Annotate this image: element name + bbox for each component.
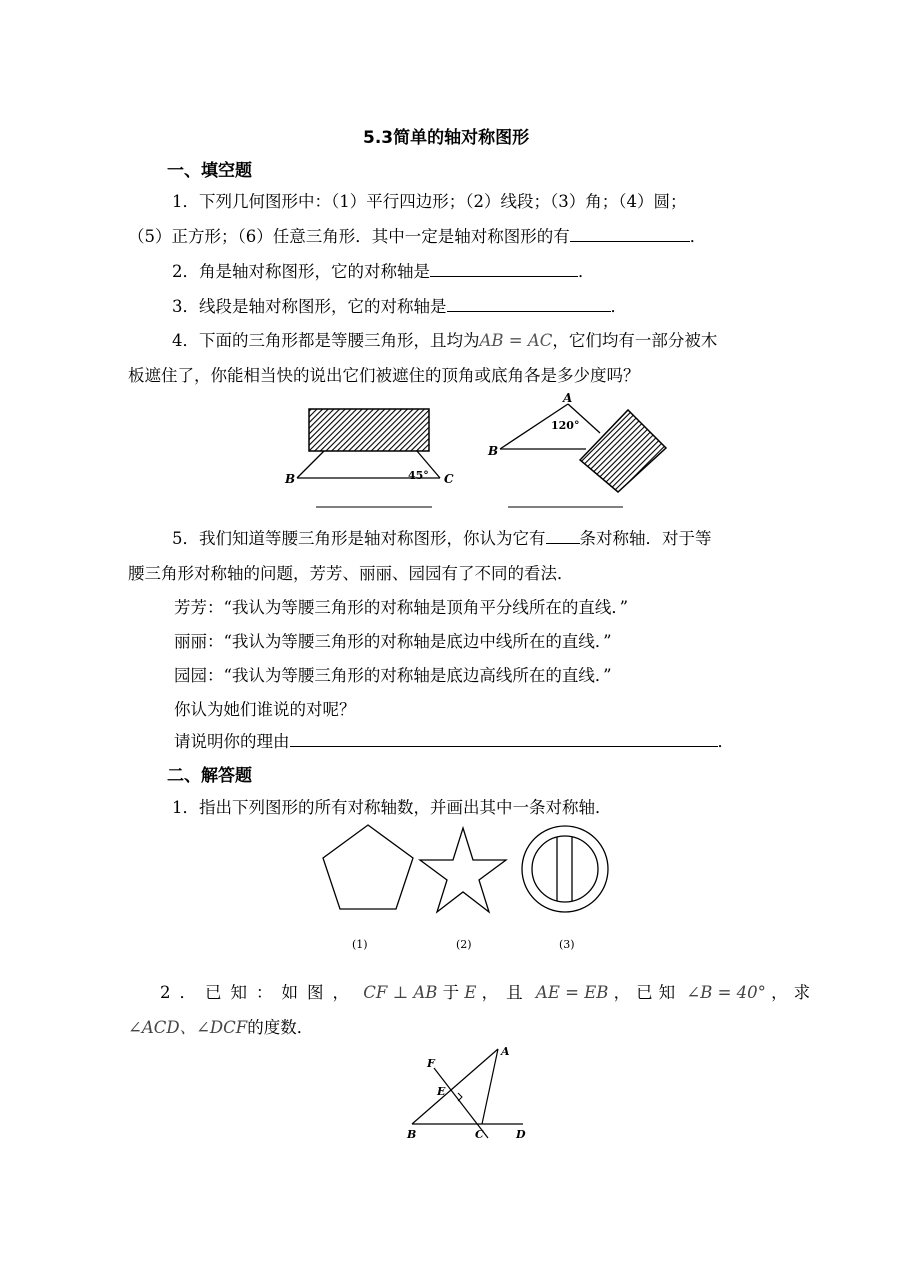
q2-end: ． [578, 262, 595, 281]
diagram-label-a: A [501, 1045, 510, 1058]
s2-q2-line2 [128, 1014, 313, 1038]
triangle-figure-1 [284, 409, 454, 507]
caption-2: (2) [456, 938, 472, 951]
s2-q2-line2-math: ∠ACD、∠DCF [128, 1018, 248, 1037]
caption-3: (3) [559, 938, 575, 951]
q5-text-a: 5．我们知道等腰三角形是轴对称图形，你认为它有 [172, 529, 546, 548]
section-heading-fill-blank: 一、填空题 [167, 161, 252, 181]
star-shape [420, 828, 506, 912]
s2-q2-lead: 2．已知：如图， [160, 983, 358, 1002]
q4-text-b: ，它们均有一部分被木 [552, 331, 718, 350]
q5-line1 [172, 525, 712, 549]
pentagon-shape [323, 825, 413, 909]
s2-q2-t2: ，且 [481, 983, 531, 1002]
q3-end: ． [610, 297, 627, 316]
q2-text: 2．角是轴对称图形，它的对称轴是 [172, 262, 430, 281]
fig1-label-c: C [444, 472, 454, 486]
caption-1: (1) [352, 938, 368, 951]
s2-q1-text: 1．指出下列图形的所有对称轴数，并画出其中一条对称轴． [172, 798, 612, 817]
q5-answer-blank[interactable] [546, 527, 580, 544]
q1-line1: 1．下列几何图形中：（1）平行四边形；（2）线段；（3）角；（4）圆； [172, 192, 687, 211]
board-rect-2 [580, 410, 666, 492]
fig2-angle: 120° [551, 419, 580, 432]
page-title: 5.3简单的轴对称图形 [363, 128, 530, 148]
q4-math: AB = AC [479, 331, 553, 350]
s2-q2-t3: ，已知 [613, 983, 682, 1002]
q1-end: ． [689, 227, 707, 246]
board-rect-1 [309, 409, 429, 451]
q1-answer-blank[interactable] [570, 225, 690, 242]
s2-q2-line2-text: 的度数． [247, 1018, 314, 1037]
q5-reason-blank[interactable] [290, 730, 718, 747]
diagram-label-d: D [516, 1128, 526, 1141]
q3-text: 3．线段是轴对称图形，它的对称轴是 [172, 297, 447, 316]
q4-line2: 板遮住了，你能相当快的说出它们被遮住的顶角或底角各是多少度吗？ [128, 366, 640, 385]
q5-reason-text: 请说明你的理由 [174, 732, 290, 751]
q1-text: （5）正方形；（6）任意三角形．其中一定是轴对称图形的有 [128, 227, 570, 246]
q4-line1 [172, 327, 717, 351]
fig2-label-b: B [488, 444, 499, 458]
s2-q2-t1: 于 [442, 983, 460, 1002]
q2-answer-blank[interactable] [430, 260, 578, 277]
q5-lili: 丽丽：“我认为等腰三角形的对称轴是底边中线所在的直线．” [174, 632, 612, 651]
s2-q2-t4: ，求 [771, 983, 817, 1002]
q5-text-b: 条对称轴．对于等 [579, 529, 712, 548]
q2-line [172, 258, 595, 282]
section-heading-answer: 二、解答题 [167, 766, 252, 786]
diagram-label-b: B [407, 1128, 417, 1141]
q1-line2 [128, 223, 706, 247]
s2-q2-math2: E [464, 983, 477, 1002]
q4-text-a: 4．下面的三角形都是等腰三角形，且均为 [172, 331, 480, 350]
q5-end: ． [717, 732, 734, 751]
q4-figures [280, 391, 670, 515]
q3-answer-blank[interactable] [447, 295, 611, 312]
diagram-label-c: C [475, 1128, 484, 1141]
fig2-label-a: A [563, 391, 573, 405]
s2-q2-line1 [160, 979, 816, 1003]
diagram-label-f: F [427, 1057, 435, 1070]
circle-shape [522, 826, 608, 912]
q5-fangfang: 芳芳：“我认为等腰三角形的对称轴是顶角平分线所在的直线．” [174, 598, 629, 617]
fig1-label-b: B [285, 472, 296, 486]
q5-line2: 腰三角形对称轴的问题，芳芳、丽丽、园园有了不同的看法． [128, 564, 574, 583]
s2-q2-math4: ∠B = 40° [686, 983, 766, 1002]
triangle-figure-2 [487, 391, 666, 507]
q5-reason-line [174, 728, 734, 752]
fig1-angle: 45° [408, 469, 429, 482]
s2-q2-math1: CF ⊥ AB [363, 983, 438, 1002]
q2-diagram [400, 1040, 540, 1145]
q3-line [172, 293, 627, 317]
symmetry-shapes [318, 820, 618, 950]
q5-yuanyuan: 园园：“我认为等腰三角形的对称轴是底边高线所在的直线．” [174, 666, 612, 685]
q5-ask: 你认为她们谁说的对呢？ [174, 700, 356, 719]
s2-q2-math3: AE = EB [535, 983, 609, 1002]
diagram-label-e: E [437, 1085, 446, 1098]
